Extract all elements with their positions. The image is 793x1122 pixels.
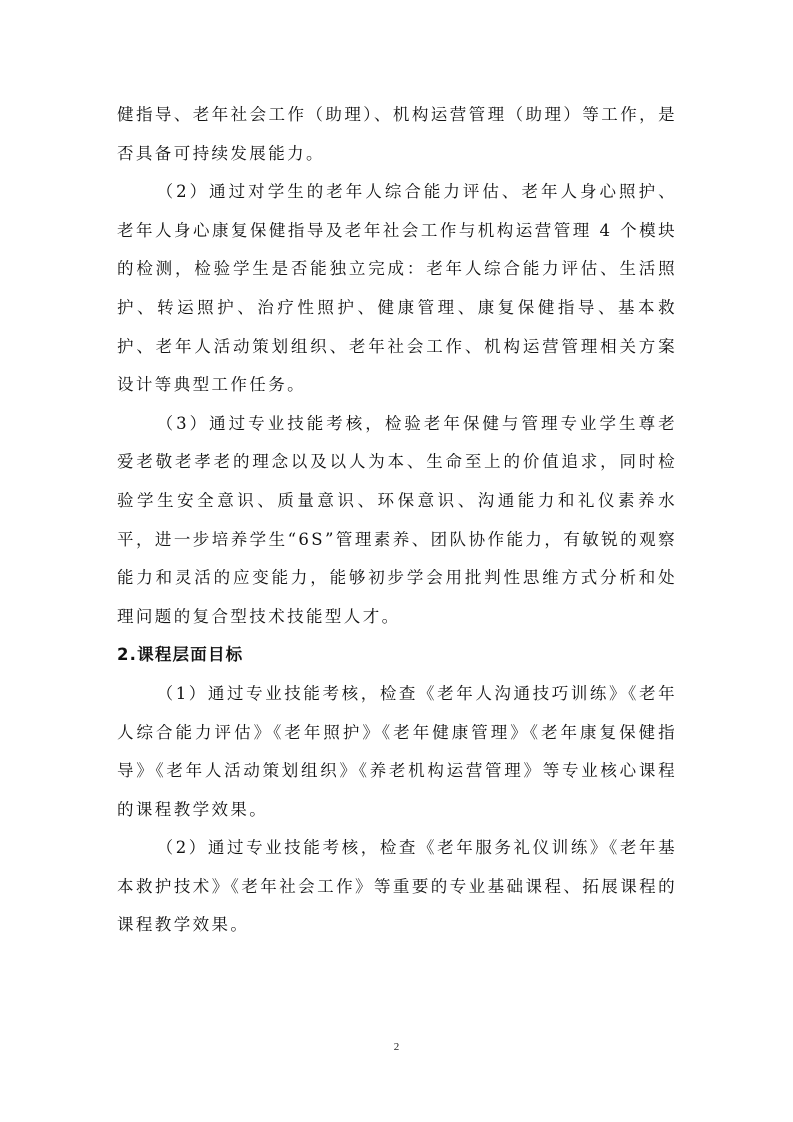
section-heading-course-goals: 2.课程层面目标: [117, 645, 244, 665]
document-body: [117, 96, 677, 945]
paragraph-course-item-1: （1）通过专业技能考核，检查《老年人沟通技巧训练》《老年人综合能力评估》《老年照护》《老年健康管理》《老年康复保健指导》《老年人活动策划组织》《养老机构运营管理》等专业核心课程的课程教学效果。: [117, 683, 677, 819]
paragraph-continuation: 健指导、老年社会工作（助理）、机构运营管理（助理）等工作，是否具备可持续发展能力。: [117, 105, 677, 163]
paragraph-course-item-2: （2）通过专业技能考核，检查《老年服务礼仪训练》《老年基本救护技术》《老年社会工作》等重要的专业基础课程、拓展课程的课程教学效果。: [117, 838, 677, 935]
page-number: 2: [393, 1041, 400, 1053]
paragraph-item-3: （3）通过专业技能考核，检验老年保健与管理专业学生尊老爱老敬老孝老的理念以及以人为本、生命至上的价值追求，同时检验学生安全意识、质量意识、环保意识、沟通能力和礼仪素养水平，进一步培养学生“6S”管理素养、团队协作能力，有敏锐的观察能力和灵活的应变能力，能够初步学会用批判性思维方式分析和处理问题的复合型技术技能型人才。: [117, 413, 677, 626]
paragraph-item-2: （2）通过对学生的老年人综合能力评估、老年人身心照护、老年人身心康复保健指导及老年社会工作与机构运营管理 4 个模块的检测，检验学生是否能独立完成：老年人综合能力评估、生活照护、转运照护、治疗性照护、健康管理、康复保健指导、基本救护、老年人活动策划组织、老年社会工作、机构运营管理相关方案设计等典型工作任务。: [117, 182, 677, 395]
